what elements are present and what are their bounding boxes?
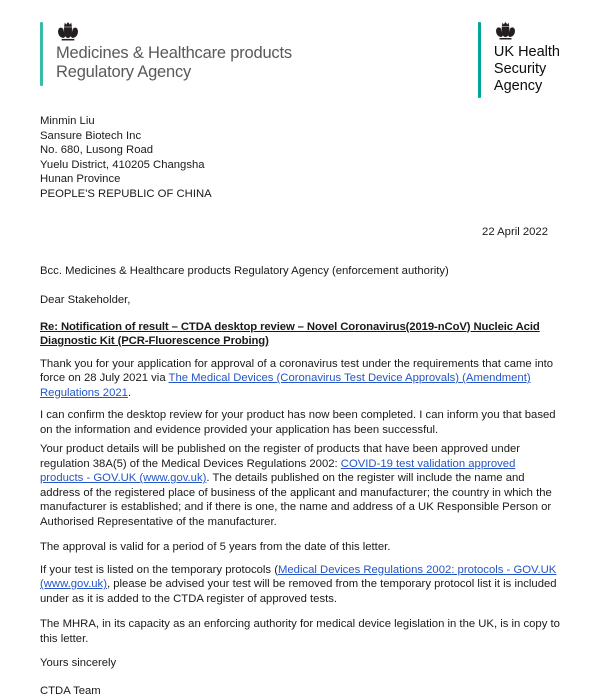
paragraph-text: The approval is valid for a period of 5 years from the date of this letter. bbox=[40, 541, 391, 553]
letter-header bbox=[40, 22, 560, 98]
paragraph-register-details bbox=[40, 442, 560, 529]
ukhsa-logo-text bbox=[494, 44, 560, 95]
mhra-logo-line2: Regulatory Agency bbox=[56, 63, 192, 82]
mhra-logo bbox=[40, 22, 292, 86]
paragraph-mhra-copy bbox=[40, 617, 560, 646]
letter-content bbox=[40, 114, 560, 698]
paragraph-review-complete bbox=[40, 408, 560, 437]
paragraph-thank-you bbox=[40, 357, 560, 401]
letter-date: 22 April 2022 bbox=[482, 226, 548, 238]
ukhsa-logo-bar bbox=[478, 22, 481, 98]
paragraph-text: Your product details will be published on the register of products that have been approved under regulation 38A(5) of the Medical Devices Regulations 2002: bbox=[40, 443, 521, 470]
recipient-address bbox=[40, 114, 560, 201]
paragraph-text: Thank you for your application for approval of a coronavirus test under the requirements that came into force on 28 July 2021 via bbox=[40, 357, 554, 384]
recipient-district: Yuelu District, 410205 Changsha bbox=[40, 158, 205, 171]
ukhsa-logo-line2: Security bbox=[493, 61, 547, 78]
ukhsa-logo-line1: UK Health bbox=[493, 44, 560, 60]
mhra-logo-bar bbox=[40, 22, 43, 86]
recipient-street: No. 680, Lusong Road bbox=[40, 144, 154, 156]
mhra-logo-line1: Medicines & Healthcare products bbox=[56, 44, 292, 62]
paragraph-text: . bbox=[127, 386, 132, 399]
recipient-country: PEOPLE'S REPUBLIC OF CHINA bbox=[40, 187, 212, 200]
ukhsa-logo-line3: Agency bbox=[493, 78, 543, 95]
recipient-company: Sansure Biotech Inc bbox=[40, 129, 142, 142]
paragraph-text: . The details published on the register will include the name and address of the registered place of business of the applicant and manufacturer; the country in which the manufacturer is established; and if there is one, the name and address of a UK Responsible Person or Authorised Representative of the manufacturer. bbox=[40, 472, 552, 528]
hyperlink[interactable]: COVID-19 test validation approved products - GOV.UK (www.gov.uk) bbox=[40, 457, 516, 484]
royal-crest-icon bbox=[494, 22, 517, 40]
bcc-line: Bcc. Medicines & Healthcare products Regulatory Agency (enforcement authority) bbox=[40, 264, 449, 277]
royal-crest-icon bbox=[56, 22, 80, 41]
hyperlink[interactable]: The Medical Devices (Coronavirus Test Device Approvals) (Amendment) Regulations 2021 bbox=[40, 372, 531, 399]
recipient-name: Minmin Liu bbox=[40, 115, 95, 127]
hyperlink[interactable]: Medical Devices Regulations 2002: protocols - GOV.UK (www.gov.uk) bbox=[40, 563, 557, 590]
mhra-logo-text bbox=[56, 44, 292, 83]
salutation: Dear Stakeholder, bbox=[40, 294, 131, 306]
paragraph-text: The MHRA, in its capacity as an enforcing authority for medical device legislation in the UK, is in copy to this letter. bbox=[40, 618, 560, 645]
paragraph-text: If your test is listed on the temporary protocols ( bbox=[40, 563, 278, 576]
subject-line: Re: Notification of result – CTDA desktop review – Novel Coronavirus(2019-nCoV) Nucleic Acid Diagnostic Kit (PCR-Fluorescence Probing) bbox=[40, 320, 540, 347]
valediction: Yours sincerely bbox=[40, 657, 117, 669]
ukhsa-logo bbox=[478, 22, 560, 98]
paragraph-text: I can confirm the desktop review for your product has now been completed. I can inform you that based on the information and evidence provided your application has been successful. bbox=[40, 409, 556, 436]
recipient-province: Hunan Province bbox=[40, 173, 121, 185]
signature: CTDA Team bbox=[40, 684, 101, 697]
paragraph-text: , please be advised your test will be removed from the temporary protocol list it is included under as it is added to the CTDA register of approved tests. bbox=[40, 578, 557, 605]
paragraph-approval-validity bbox=[40, 540, 560, 555]
paragraph-temporary-protocols bbox=[40, 563, 560, 607]
